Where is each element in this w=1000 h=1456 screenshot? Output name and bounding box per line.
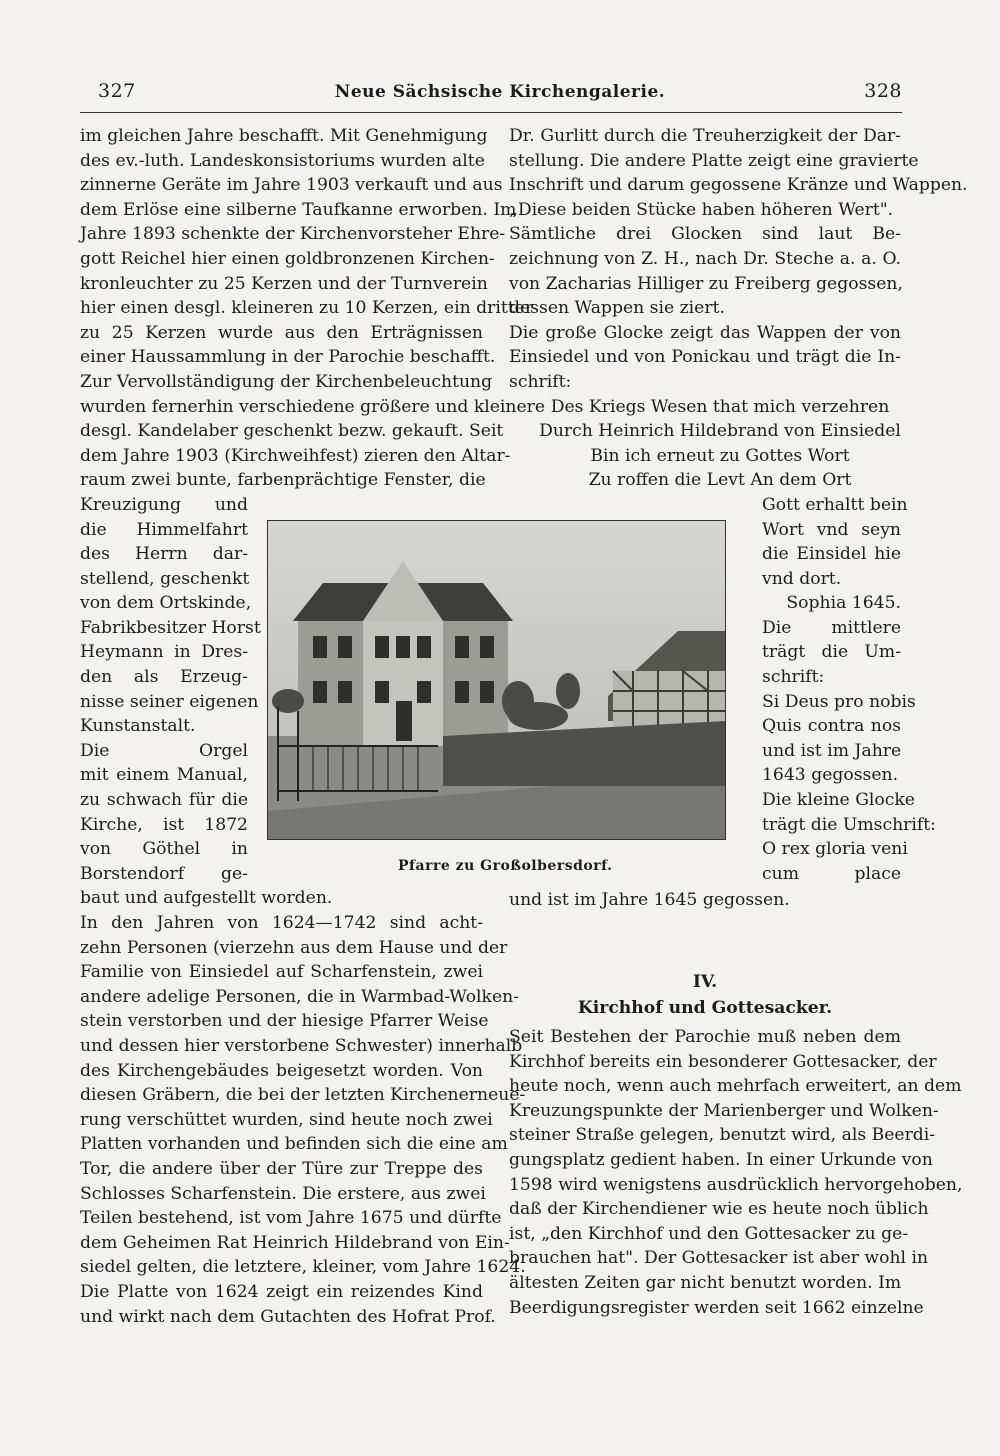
text-line: Die große Glocke zeigt das Wappen der von — [509, 322, 901, 343]
text-line: nisse seiner eigenen — [80, 691, 259, 712]
header-rule — [80, 112, 902, 113]
right-column-narrow-text — [762, 493, 936, 887]
page-number-left: 327 — [98, 80, 136, 102]
text-line: Die mittlere — [762, 617, 901, 638]
text-line: zu 25 Kerzen wurde aus den Erträgnissen — [80, 322, 483, 343]
text-line: zeichnung von Z. H., nach Dr. Steche a. a. O. — [509, 248, 901, 269]
text-line: zu schwach für die — [80, 790, 248, 811]
text-line: raum zwei bunte, farbenprächtige Fenster, die — [80, 470, 486, 491]
text-line: Kunstanstalt. — [80, 716, 196, 737]
text-line: Tor, die andere über der Türe zur Treppe des — [80, 1158, 483, 1179]
text-line: Schlosses Scharfenstein. Die erstere, aus zwei — [80, 1183, 486, 1204]
text-line: zehn Personen (vierzehn aus dem Hause und der — [80, 937, 508, 958]
text-line: dem Erlöse eine silberne Taufkanne erworben. Im — [80, 199, 517, 220]
text-line: steiner Straße gelegen, benutzt wird, als Beerdi- — [509, 1125, 936, 1146]
text-line: zinnerne Geräte im Jahre 1903 verkauft und aus — [80, 175, 503, 196]
text-line: einer Haussammlung in der Parochie beschafft. — [80, 347, 496, 368]
text-line: gungsplatz gedient haben. In einer Urkunde von — [509, 1149, 933, 1170]
text-line: Quis contra nos — [762, 716, 901, 737]
text-line: dem Geheimen Rat Heinrich Hildebrand von Ein- — [80, 1232, 510, 1253]
text-line: baut und aufgestellt worden. — [80, 888, 333, 909]
text-line: Kreuzigung und — [80, 494, 248, 515]
text-line: gott Reichel hier einen goldbronzenen Kirchen- — [80, 248, 495, 269]
text-line: Dr. Gurlitt durch die Treuherzigkeit der Dar- — [509, 126, 901, 146]
text-line: Wort vnd seyn — [762, 519, 901, 540]
text-line: mit einem Manual, — [80, 765, 248, 786]
text-line: hier einen desgl. kleineren zu 10 Kerzen, ein dritter — [80, 298, 534, 319]
text-line: Seit Bestehen der Parochie muß neben dem — [509, 1027, 901, 1047]
text-line: rung verschüttet wurden, sind heute noch zwei — [80, 1109, 493, 1130]
text-line: Inschrift und darum gegossene Kränze und Wappen. — [509, 175, 968, 196]
text-line: stellend, geschenkt — [80, 568, 250, 589]
text-line: des ev.-luth. Landeskonsistoriums wurden alte — [80, 150, 485, 171]
text-line: stein verstorben und der hiesige Pfarrer Weise — [80, 1011, 489, 1032]
text-line: siedel gelten, die letztere, kleiner, vom Jahre 1624. — [80, 1257, 526, 1278]
text-line: die Einsidel hie — [762, 544, 901, 565]
text-line: ältesten Zeiten gar nicht benutzt worden. Im — [509, 1272, 902, 1293]
text-line: Fabrikbesitzer Horst — [80, 617, 261, 638]
text-line: des Herrn dar- — [80, 544, 248, 565]
text-line: 1598 wird wenigstens ausdrücklich hervorgehoben, — [509, 1174, 963, 1195]
text-line: ist, „den Kirchhof und den Gottesacker zu ge- — [509, 1223, 909, 1244]
parsonage-photo-image — [268, 521, 725, 839]
text-line: Gott erhaltt bein — [762, 494, 908, 515]
text-line: Platten vorhanden und befinden sich die eine am — [80, 1134, 508, 1155]
text-line: Die Platte von 1624 zeigt ein reizendes Kind — [80, 1281, 483, 1302]
text-line: schrift: — [509, 371, 572, 392]
text-line: Borstendorf ge- — [80, 863, 248, 884]
text-line: den als Erzeug- — [80, 667, 248, 688]
right-column-bottom-text — [509, 1025, 963, 1320]
text-line: Sophia 1645. — [786, 593, 901, 614]
text-line: des Kirchengebäudes beigesetzt worden. Von — [80, 1060, 483, 1081]
text-line: O rex gloria veni — [762, 839, 908, 860]
text-line: im gleichen Jahre beschafft. Mit Genehmigung — [80, 126, 488, 146]
text-line: dessen Wappen sie ziert. — [509, 298, 725, 319]
text-line: Des Kriegs Wesen that mich verzehren — [550, 396, 890, 417]
photo-caption: Pfarre zu Großolbersdorf. — [398, 858, 613, 874]
text-line: von Göthel in — [80, 839, 248, 860]
text-line: Sämtliche drei Glocken sind laut Be- — [509, 224, 901, 245]
text-line: Si Deus pro nobis — [762, 691, 916, 712]
section-number: IV. — [692, 972, 718, 992]
text-line: Teilen bestehend, ist vom Jahre 1675 und dürfte — [80, 1208, 502, 1229]
text-line: Die kleine Glocke — [762, 790, 915, 811]
text-line: und ist im Jahre — [762, 740, 902, 761]
text-line: stellung. Die andere Platte zeigt eine gravierte — [509, 150, 919, 171]
text-line: trägt die Um- — [762, 642, 901, 663]
text-line: Zu roffen die Levt An dem Ort — [588, 470, 852, 491]
text-line: und wirkt nach dem Gutachten des Hofrat Prof. — [80, 1306, 496, 1327]
running-head: Neue Sächsische Kirchengalerie. — [334, 82, 666, 102]
text-line: von dem Ortskinde, — [80, 593, 252, 614]
right-column-line-after-narrow: und ist im Jahre 1645 gegossen. — [509, 890, 790, 911]
text-line: „Diese beiden Stücke haben höheren Wert". — [509, 199, 894, 220]
text-line: kronleuchter zu 25 Kerzen und der Turnverein — [80, 273, 488, 294]
text-line: Kirchhof bereits ein besonderer Gottesacker, der — [509, 1051, 937, 1072]
text-line: Beerdigungsregister werden seit 1662 einzelne — [509, 1297, 924, 1318]
text-line: 1643 gegossen. — [762, 765, 899, 786]
left-column-bottom-text — [80, 911, 526, 1329]
text-line: trägt die Umschrift: — [762, 814, 936, 835]
text-line: Heymann in Dres- — [80, 642, 248, 663]
text-line: Kreuzungspunkte der Marienberger und Wolken- — [509, 1100, 939, 1121]
text-line: die Himmelfahrt — [80, 519, 248, 540]
text-line: dem Jahre 1903 (Kirchweihfest) zieren den Altar- — [80, 445, 511, 466]
text-line: vnd dort. — [762, 568, 842, 589]
text-line: Einsiedel und von Ponickau und trägt die In- — [509, 347, 901, 368]
text-line: cum place — [762, 863, 901, 884]
text-line: schrift: — [762, 667, 825, 688]
text-line: desgl. Kandelaber geschenkt bezw. gekauft. Seit — [80, 421, 504, 442]
text-line: von Zacharias Hilliger zu Freiberg gegossen, — [509, 273, 903, 294]
bell-inscription — [509, 395, 901, 493]
text-line: Zur Vervollständigung der Kirchenbeleuchtung — [80, 371, 493, 392]
text-line: daß der Kirchendiener wie es heute noch üblich — [509, 1199, 929, 1220]
text-line: Die Orgel — [80, 740, 248, 761]
page-number-right: 328 — [864, 80, 902, 102]
text-line: wurden fernerhin verschiedene größere und kleinere — [80, 396, 546, 417]
text-line: diesen Gräbern, die bei der letzten Kirchenerneue- — [80, 1085, 526, 1106]
text-line: In den Jahren von 1624—1742 sind acht- — [80, 913, 483, 933]
text-line: Familie von Einsiedel auf Scharfenstein, zwei — [80, 962, 483, 983]
text-line: andere adelige Personen, die in Warmbad-Wolken- — [80, 986, 519, 1007]
text-line: heute noch, wenn auch mehrfach erweitert, an dem — [509, 1076, 962, 1097]
parsonage-photo — [267, 520, 726, 840]
left-column-narrow-text — [80, 493, 333, 911]
text-line: Jahre 1893 schenkte der Kirchenvorsteher Ehre- — [80, 224, 506, 245]
text-line: Bin ich erneut zu Gottes Wort — [590, 445, 850, 466]
text-line: Kirche, ist 1872 — [80, 814, 248, 835]
text-line: brauchen hat". Der Gottesacker ist aber wohl in — [509, 1248, 929, 1269]
section-title: Kirchhof und Gottesacker. — [577, 998, 833, 1018]
text-line: Durch Heinrich Hildebrand von Einsiedel — [539, 421, 901, 442]
right-column-top-text — [509, 124, 968, 395]
text-line: und dessen hier verstorbene Schwester) innerhalb — [80, 1035, 523, 1056]
